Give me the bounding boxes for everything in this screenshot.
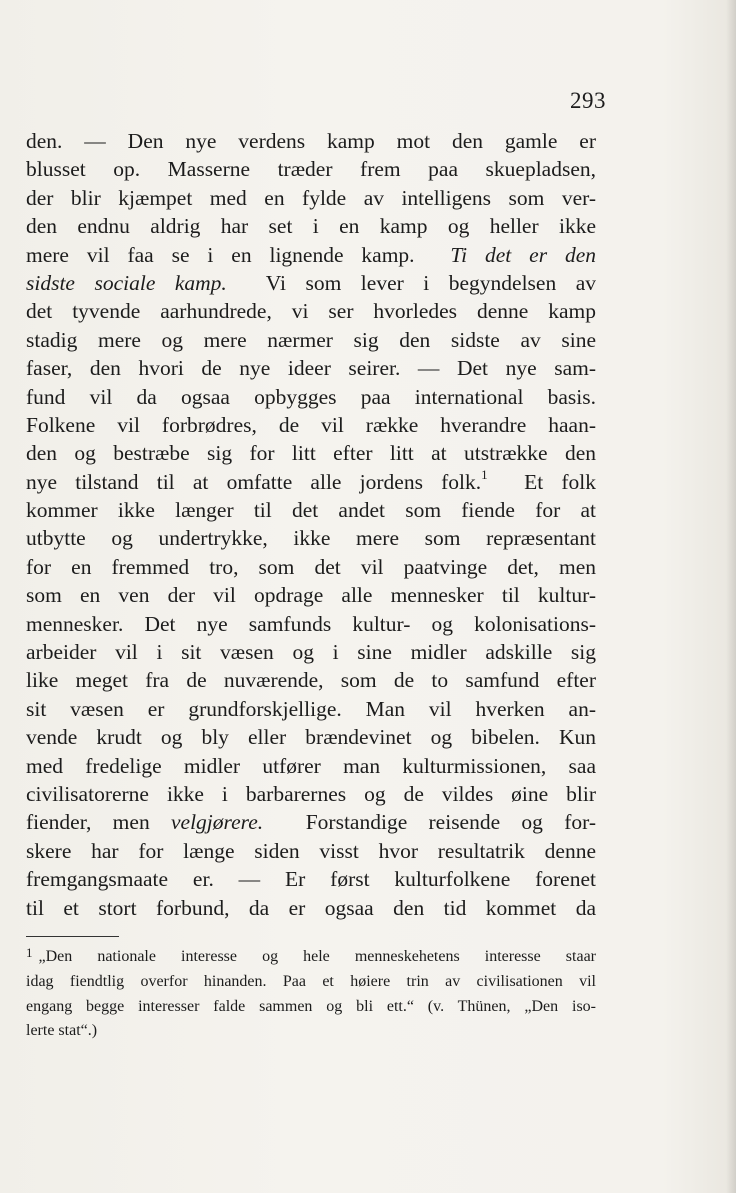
italic-phrase: Ti det er den bbox=[450, 242, 596, 267]
text-line: mennesker. Det nye samfunds kultur- og kolonisations- bbox=[26, 611, 596, 636]
text-line: blusset op. Masserne træder frem paa skuepladsen, bbox=[26, 157, 596, 182]
text-line: den. — Den nye verdens kamp mot den gamle er bbox=[26, 129, 596, 153]
text-line: skere har for længe siden visst hvor resultatrik denne bbox=[26, 838, 596, 863]
body-text bbox=[26, 127, 596, 922]
text-line: det tyvende aarhundrede, vi ser hvorledes denne kamp bbox=[26, 299, 596, 324]
text-line: mere vil faa se i en lignende kamp. Ti det er den bbox=[26, 242, 596, 267]
text-line: utbytte og undertrykke, ikke mere som repræsentant bbox=[26, 526, 596, 551]
italic-phrase: sidste sociale kamp. bbox=[26, 270, 227, 295]
text-line: civilisatorerne ikke i barbarernes og de vildes øine blir bbox=[26, 781, 596, 806]
footnote-line: $^1$ „Den nationale interesse og hele menneskehetens interesse staar bbox=[26, 945, 596, 965]
text-line: arbeider vil i sit væsen og i sine midler adskille sig bbox=[26, 640, 596, 665]
text-line: kommer ikke længer til det andet som fiende for at bbox=[26, 498, 596, 523]
text-line: fremgangsmaate er. — Er først kulturfolkene forenet bbox=[26, 867, 596, 892]
text-line: fiender, men velgjørere. Forstandige reisende og for- bbox=[26, 810, 596, 835]
text-line: Folkene vil forbrødres, de vil række hverandre haan- bbox=[26, 412, 596, 437]
text-line: for en fremmed tro, som det vil paatvinge det, men bbox=[26, 554, 596, 579]
text-line: fund vil da ogsaa opbygges paa international basis. bbox=[26, 384, 596, 409]
text-line: med fredelige midler utfører man kulturmissionen, saa bbox=[26, 753, 596, 778]
footnote-ref: 1 bbox=[481, 467, 488, 482]
footnote-line: lerte stat“.) bbox=[26, 1022, 98, 1040]
text-line: faser, den hvori de nye ideer seirer. — Det nye sam- bbox=[26, 356, 596, 381]
italic-phrase: velgjørere. bbox=[171, 810, 264, 835]
text-line: som en ven der vil opdrage alle mennesker til kultur- bbox=[26, 583, 596, 608]
footnote-divider bbox=[26, 936, 119, 937]
text-line: like meget fra de nuværende, som de to samfund efter bbox=[26, 668, 596, 693]
text-line: til et stort forbund, da er ogsaa den tid kommet da bbox=[26, 895, 596, 920]
text-line: vende krudt og bly eller brændevinet og bibelen. Kun bbox=[26, 725, 596, 750]
text-line: sit væsen er grundforskjellige. Man vil hverken an- bbox=[26, 696, 596, 721]
footnote-marker: 1 bbox=[26, 945, 33, 960]
page-number: 293 bbox=[570, 88, 606, 113]
page-edge-shadow bbox=[726, 0, 736, 1193]
text-line: nye tilstand til at omfatte alle jordens folk.$^1$ Et folk bbox=[26, 467, 596, 494]
footnote-line: idag fiendtlig overfor hinanden. Paa et høiere trin av civilisationen vil bbox=[26, 972, 596, 990]
text-line: der blir kjæmpet med en fylde av intelligens som ver- bbox=[26, 185, 596, 210]
text-line: den endnu aldrig har set i en kamp og heller ikke bbox=[26, 214, 596, 239]
text-line: den og bestræbe sig for litt efter litt at utstrække den bbox=[26, 441, 596, 466]
text-line: sidste sociale kamp. Vi som lever i begyndelsen av bbox=[26, 270, 596, 295]
footnote bbox=[26, 945, 596, 1044]
text-line: stadig mere og mere nærmer sig den sidste av sine bbox=[26, 327, 596, 352]
footnote-line: engang begge interesser falde sammen og bli ett.“ (v. Thünen, „Den iso- bbox=[26, 997, 596, 1015]
